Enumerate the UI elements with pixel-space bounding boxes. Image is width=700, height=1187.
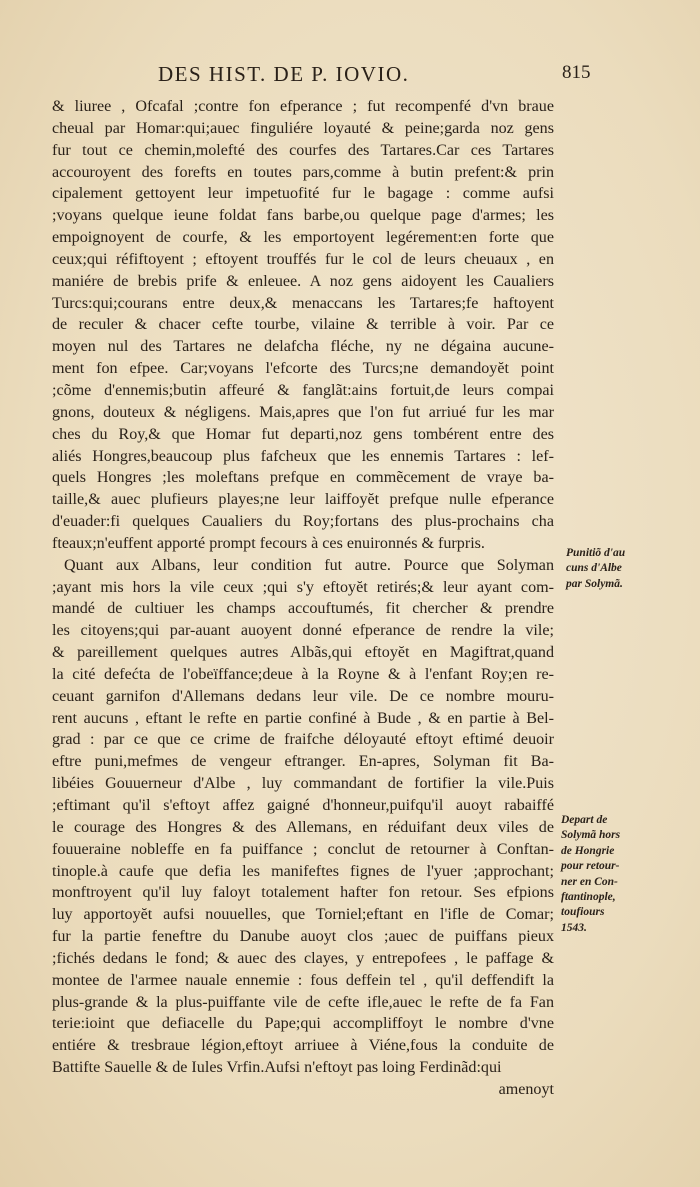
margin-note-line: ftantinople, [561,891,616,904]
text-line: gnons, douteux & négligens. Mais,apres que l'on fut arriué fur les mar [52,403,554,421]
text-line: fur la partie feneftre du Danube auoyt clos ;auec de puiffans pieux [52,928,554,946]
text-line: mandé de cultiuer les champs accouftumés, fit chercher & prendre [52,600,554,618]
margin-note-departure [561,813,620,936]
margin-note-line: Depart de [561,814,608,826]
margin-note-line: de Hongrie [561,844,615,857]
text-line: ches du Roy,& que Homar fut departi,noz gens tombérent entre des [52,425,554,443]
text-line: moyen nul des Tartares ne delafcha fléche, ny ne dégaina aucune- [52,338,554,356]
text-line: ceux;qui réfiftoyent ; eftoyent trouffés fur le col de leurs cheuaux , en [52,250,554,268]
margin-note-line: 1543. [561,921,587,934]
text-line: & liuree , Ofcafal ;contre fon efperance ; fut recompenfé d'vn braue [52,98,554,115]
margin-note-line: cuns d'Albe [566,562,622,575]
text-line: fteaux;n'euffent apporté prompt fecours à ces enuironnés & furpris. [52,534,485,552]
paragraph-1 [52,96,554,555]
margin-note-line: toufiours [561,906,605,919]
margin-note-line: pour retour- [561,860,620,873]
text-line: luy apportoyĕt aufsi nouuelles, que Torniel;eftant en l'ifle de Comar; [52,906,554,924]
text-line: ;ayant mis hors la vile ceux ;qui s'y eftoyĕt retirés;& leur ayant com- [52,578,554,596]
text-line: tinople.à caufe que defia les manifeftes fignes de l'yuer ;approchant; [52,862,554,880]
text-line: d'euader:fi quelques Caualiers du Roy;fortans des plus-prochains cha [52,513,554,531]
text-line: Turcs:qui;courans entre deux,& menaccans les Tartares;fe haftoyent [52,294,554,312]
margin-note-line: Solymã hors [561,829,621,842]
text-line: le courage des Hongres & des Allemans, en réduifant deux viles de [52,818,554,836]
text-line: aliés Hongres,beaucoup plus fafcheux que les ennemis Tartares : lef- [52,447,554,465]
text-line: ment fon efpee. Car;voyans l'efcorte des Turcs;ne demandoyĕt point [52,360,554,378]
text-line: accouroyent des forefts en toutes pars,comme à butin prefent:& prin [52,163,554,181]
text-line: terie:ioint que defiacelle du Pape;qui accompliffoyt le nombre d'vne [52,1015,554,1033]
text-line: ;eftimant qu'il s'eftoyt affez gaigné d'honneur,puifqu'il auoyt rabaiffé [52,797,554,814]
text-line: empoignoyent de courfe, & les emportoyent legérement:en forte que [52,229,554,247]
running-title: DES HIST. DE P. IOVIO. [158,62,410,86]
text-line: maniére de brebis prife & enleuee. A noz gens aidoyent les Caualiers [52,272,554,290]
text-line: rent aucuns , eftant le refte en partie confiné à Bude , & en partie à Bel- [52,709,554,727]
margin-note-line: ner en Con- [561,875,618,888]
text-line: ;voyans quelque ieune foldat fans barbe,ou quelque page d'armes; les [52,207,554,225]
margin-note-punishment [566,546,625,592]
text-line: cheual par Homar:qui;auec finguliére loyauté & peine;garda noz gens [52,119,554,137]
margin-note-line: par Solymã. [566,577,623,590]
text-line: ceuant garnifon d'Allemans dedans leur vile. De ce nombre mouru- [52,687,554,705]
text-line: quels Hongres ;les moleftans prefque en commẽcement de vraye ba- [52,469,554,487]
text-line: plus-grande & la plus-puiffante vile de cefte ifle,auec le refte de fa Fan [52,993,554,1011]
text-line: & pareillement quelques autres Albãs,qui eftoyĕt en Magiftrat,quand [52,644,554,662]
margin-note-line: Punitiõ d'au [566,547,626,559]
main-text [52,96,554,1101]
paragraph-2 [52,555,554,1079]
text-line: grad : par ce que ce crime de fraifche déloyauté eftoyt eftimé deuoir [52,731,554,749]
text-line: eftre puni,mefmes de vengeur eftranger. En-apres, Solyman fit Ba- [52,753,554,771]
text-line: la cité defećta de l'obeïffance;deue à la Royne & à l'enfant Roy;en re- [52,665,554,683]
page-header [158,62,591,87]
text-line: monftroyent qu'il luy faloyt totalement hafter fon retour. Ses efpions [52,884,554,902]
text-line: Battifte Sauelle & de Iules Vrfin.Aufsi n'eftoyt pas loing Ferdinãd:qui [52,1059,502,1077]
text-line: fur tout ce chemin,molefté des courfes des Tartares.Car ces Tartares [52,141,554,159]
text-line: montee de l'armee nauale ennemie : fous deffein tel , qu'il deffendift la [52,971,554,989]
text-line: taille,& auec plufieurs playes;ne leur laiffoyĕt prefque nulle efperance [52,491,554,509]
text-line: ;cõme d'ennemis;butin affeuré & fanglãt:ains fortuit,de leurs compai [52,381,554,399]
text-line: fouueraine nobleffe en fa puiffance ; conclut de retourner à Conftan- [52,840,554,858]
text-line: cipalement gettoyent leur impetuofité fur le bagage : comme aufsi [52,185,554,203]
text-line: ;fichés dedans le fond; & auec des clayes, y entrepofees , le paffage & [52,949,554,967]
text-line: libéies Gouuerneur d'Albe , luy commandant de fortifier la vile.Puis [52,775,554,793]
catchword: amenoyt [498,1080,554,1098]
text-line: de reculer & chacer cefte tourbe, vilaine & terrible à voir. Par ce [52,316,554,334]
text-line: Quant aux Albans, leur condition fut autre. Pource que Solyman [64,556,554,574]
text-line: entiére & tresbraue légion,eftoyt arriuee à Viéne,fous la conduite de [52,1037,554,1055]
page-number: 815 [562,62,591,83]
text-line: les citoyens;qui par-auant auoyent donné efperance de rendre la vile; [52,622,554,640]
